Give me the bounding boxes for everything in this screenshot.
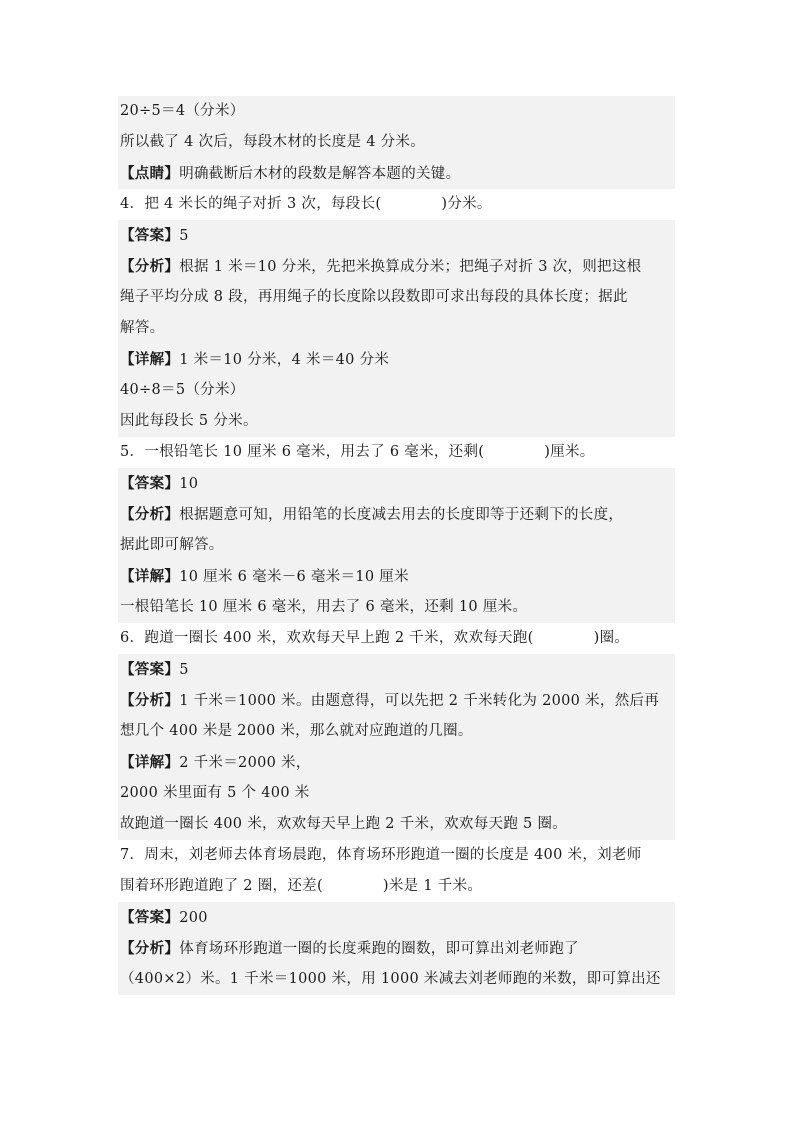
detail-line — [118, 778, 675, 809]
detail-line — [118, 592, 675, 623]
text: 因此每段长 5 分米。 — [120, 413, 258, 429]
question-text: 围着环形跑道跑了 2 圈，还差( — [120, 878, 323, 894]
text: 40÷8＝5（分米） — [120, 382, 245, 398]
remark-line — [118, 158, 675, 189]
question-4 — [118, 189, 675, 220]
text: 2 千米＝2000 米， — [179, 755, 311, 771]
answer-line — [118, 468, 675, 499]
question-6 — [118, 623, 675, 654]
question-text: 5．一根铅笔长 10 厘米 6 毫米，用去了 6 毫米，还剩( — [120, 444, 485, 460]
analysis-tag: 【分析】 — [120, 940, 180, 957]
answer-line — [118, 902, 675, 933]
text: 故跑道一圈长 400 米，欢欢每天早上跑 2 千米，欢欢每天跑 5 圈。 — [120, 816, 568, 832]
analysis-line — [118, 685, 675, 716]
text: 想几个 400 米是 2000 米，那么就对应跑道的几圈。 — [120, 723, 473, 739]
analysis-line — [118, 251, 675, 282]
question-text: 7．周末，刘老师去体育场晨跑，体育场环形跑道一圈的长度是 400 米，刘老师 — [120, 847, 642, 863]
answer-tag: 【答案】 — [120, 475, 180, 492]
text: 根据 1 米＝10 分米，先把米换算成分米；把绳子对折 3 次，则把这根 — [179, 259, 642, 275]
analysis-line — [118, 933, 675, 964]
question-text: 4．把 4 米长的绳子对折 3 次，每段长( — [120, 196, 382, 212]
question-text: )分米。 — [441, 196, 492, 212]
detail-tag: 【详解】 — [120, 754, 180, 771]
solution-line — [118, 127, 675, 158]
solution-line — [118, 96, 675, 127]
analysis-line — [118, 313, 675, 344]
text: 1 米＝10 分米，4 米＝40 分米 — [179, 352, 390, 368]
answer-tag: 【答案】 — [120, 661, 180, 678]
question-7 — [118, 840, 675, 871]
detail-tag: 【详解】 — [120, 568, 180, 585]
text: （400×2）米。1 千米＝1000 米，用 1000 米减去刘老师跑的米数，即可算出还 — [120, 971, 661, 987]
question-7-cont — [118, 871, 675, 902]
answer-value: 200 — [179, 910, 208, 926]
text: 1 千米＝1000 米。由题意得，可以先把 2 千米转化为 2000 米，然后再 — [179, 693, 660, 709]
detail-line — [118, 375, 675, 406]
detail-line — [118, 747, 675, 778]
document-page — [118, 96, 675, 995]
answer-line — [118, 654, 675, 685]
answer-value: 5 — [179, 662, 189, 678]
answer-value: 5 — [179, 228, 189, 244]
text: 明确截断后木材的段数是解答本题的关键。 — [179, 166, 461, 182]
text: 体育场环形跑道一圈的长度乘跑的圈数，即可算出刘老师跑了 — [179, 941, 579, 957]
analysis-tag: 【分析】 — [120, 258, 180, 275]
detail-tag: 【详解】 — [120, 351, 180, 368]
text: 解答。 — [120, 320, 165, 336]
question-text: )圈。 — [593, 630, 630, 646]
text: 据此即可解答。 — [120, 537, 224, 553]
text: 根据题意可知，用铅笔的长度减去用去的长度即等于还剩下的长度， — [179, 507, 624, 523]
analysis-tag: 【分析】 — [120, 506, 180, 523]
question-text: 6．跑道一圈长 400 米，欢欢每天早上跑 2 千米，欢欢每天跑( — [120, 630, 534, 646]
answer-tag: 【答案】 — [120, 909, 180, 926]
answer-tag: 【答案】 — [120, 227, 180, 244]
question-text: )厘米。 — [544, 444, 595, 460]
text: 一根铅笔长 10 厘米 6 毫米，用去了 6 毫米，还剩 10 厘米。 — [120, 599, 528, 615]
detail-line — [118, 406, 675, 437]
analysis-line — [118, 530, 675, 561]
text: 所以截了 4 次后，每段木材的长度是 4 分米。 — [120, 134, 426, 150]
question-text: )米是 1 千米。 — [382, 878, 483, 894]
text: 10 厘米 6 毫米－6 毫米＝10 厘米 — [179, 569, 409, 585]
detail-line — [118, 809, 675, 840]
detail-line — [118, 344, 675, 375]
remark-tag: 【点睛】 — [120, 165, 180, 182]
analysis-line — [118, 964, 675, 995]
text: 2000 米里面有 5 个 400 米 — [120, 785, 310, 801]
answer-value: 10 — [179, 476, 199, 492]
answer-line — [118, 220, 675, 251]
analysis-line — [118, 499, 675, 530]
text: 20÷5＝4（分米） — [120, 103, 245, 119]
text: 绳子平均分成 8 段，再用绳子的长度除以段数即可求出每段的具体长度；据此 — [120, 289, 628, 305]
question-5 — [118, 437, 675, 468]
detail-line — [118, 561, 675, 592]
analysis-line — [118, 716, 675, 747]
analysis-line — [118, 282, 675, 313]
analysis-tag: 【分析】 — [120, 692, 180, 709]
